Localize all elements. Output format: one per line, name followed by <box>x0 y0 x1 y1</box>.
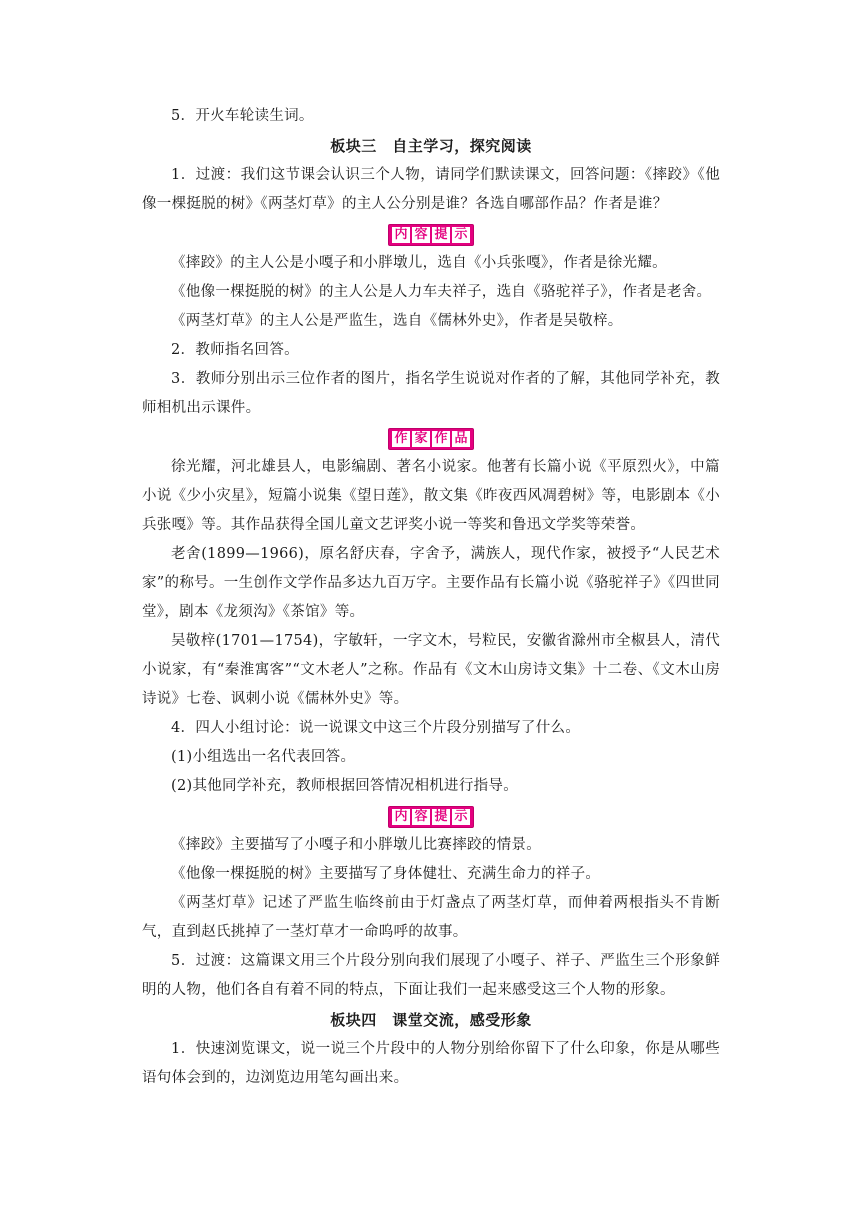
s3-step-1: 1．过渡：我们这节课会认识三个人物，请同学们默读课文，回答问题：《摔跤》《他像一棵挺脱的树》《两茎灯草》的主人公分别是谁？各选自哪部作品？作者是谁？ <box>142 167 720 212</box>
tip-1-line-3: 《两茎灯草》的主人公是严监生，选自《儒林外史》，作者是吴敬梓。 <box>171 313 623 329</box>
s4-step-1: 1．快速浏览课文，说一说三个片段中的人物分别给你留下了什么印象，你是从哪些语句体会到的，边浏览边用笔勾画出来。 <box>142 1041 720 1086</box>
document-body <box>142 102 720 1093</box>
s3-step-3: 3．教师分别出示三位作者的图片，指名学生说说对作者的了解，其他同学补充，教师相机出示课件。 <box>142 371 720 416</box>
s3-step-4-sub-1: (1)小组选出一名代表回答。 <box>171 749 356 765</box>
s3-step-4: 4．四人小组讨论：说一说课文中这三个片段分别描写了什么。 <box>171 720 581 736</box>
content-tip-badge-1: 内 容 提 示 <box>142 219 720 249</box>
author-xu-guangyao: 徐光耀，河北雄县人，电影编剧、著名小说家。他著有长篇小说《平原烈火》，中篇小说《少小灾星》，短篇小说集《望日莲》，散文集《昨夜西风凋碧树》等，电影剧本《小兵张嘎》等。其作品获得全国儿童文艺评奖小说一等奖和鲁迅文学奖等荣誉。 <box>142 459 720 533</box>
tip-1-line-1: 《摔跤》的主人公是小嘎子和小胖墩儿，选自《小兵张嘎》，作者是徐光耀。 <box>171 255 667 271</box>
author-lao-she: 老舍(1899—1966)，原名舒庆春，字舍予，满族人，现代作家，被授予“人民艺术家”的称号。一生创作文学作品多达九百万字。主要作品有长篇小说《骆驼祥子》《四世同堂》，剧本《龙须沟》《茶馆》等。 <box>142 546 720 620</box>
author-wu-jingzi: 吴敬梓(1701—1754)，字敏轩，一字文木，号粒民，安徽省滁州市全椒县人，清代小说家，有“秦淮寓客”“文木老人”之称。作品有《文木山房诗文集》十二卷、《文木山房诗说》七卷、讽刺小说《儒林外史》等。 <box>142 633 720 707</box>
s3-step-4-sub-2: (2)其他同学补充，教师根据回答情况相机进行指导。 <box>171 778 519 794</box>
content-tip-badge-2: 内 容 提 示 <box>142 801 720 831</box>
s3-step-5: 5．过渡：这篇课文用三个片段分别向我们展现了小嘎子、祥子、严监生三个形象鲜明的人物，他们各自有着不同的特点，下面让我们一起来感受这三个人物的形象。 <box>142 953 720 998</box>
section-3-heading: 板块三 自主学习，探究阅读 <box>330 137 532 155</box>
step-5-read-words: 5．开火车轮读生词。 <box>171 108 314 124</box>
tip-2-line-3: 《两茎灯草》记述了严监生临终前由于灯盏点了两茎灯草，而伸着两根指头不肯断气，直到赵氏挑掉了一茎灯草才一命呜呼的故事。 <box>142 895 720 940</box>
section-4-heading: 板块四 课堂交流，感受形象 <box>330 1011 532 1029</box>
tip-2-line-2: 《他像一棵挺脱的树》主要描写了身体健壮、充满生命力的祥子。 <box>171 866 601 882</box>
s3-step-2: 2．教师指名回答。 <box>171 342 299 358</box>
author-works-badge: 作 家 作 品 <box>142 423 720 453</box>
tip-2-line-1: 《摔跤》主要描写了小嘎子和小胖墩儿比赛摔跤的情景。 <box>171 837 541 853</box>
tip-1-line-2: 《他像一棵挺脱的树》的主人公是人力车夫祥子，选自《骆驼祥子》，作者是老舍。 <box>171 284 712 300</box>
